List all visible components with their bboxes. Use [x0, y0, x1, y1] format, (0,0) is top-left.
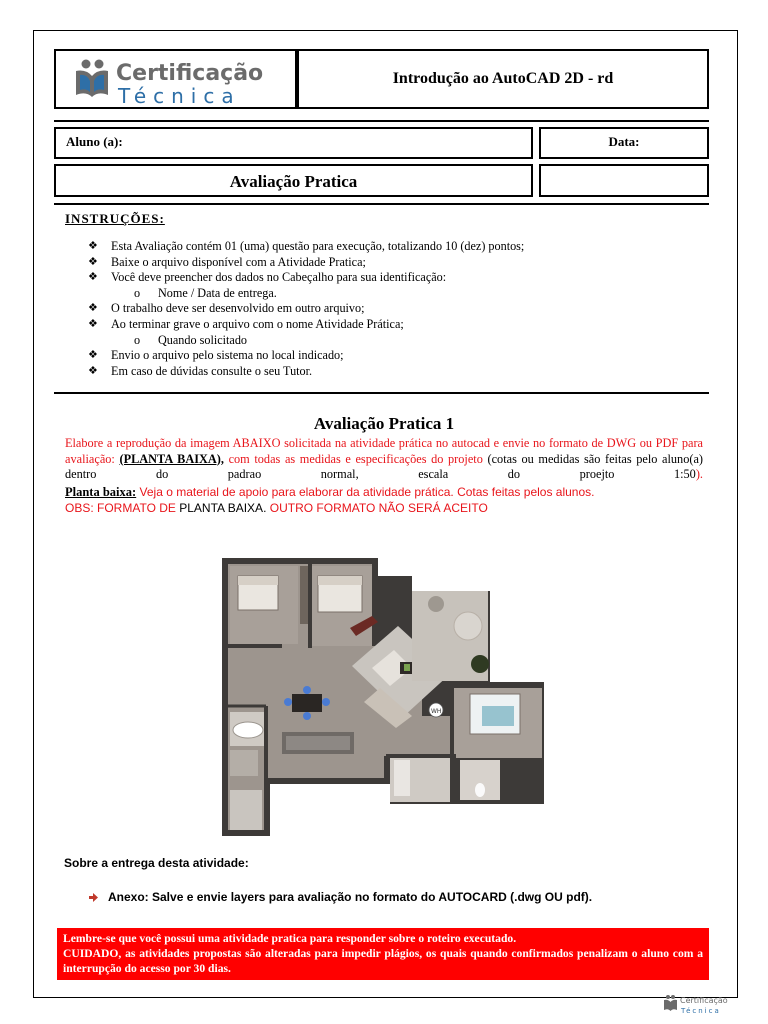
bathtub — [233, 722, 263, 738]
date-field[interactable] — [539, 127, 709, 159]
floor-plan-image — [222, 556, 550, 836]
dining-chair — [284, 698, 292, 706]
warning-line1: Lembre-se que você possui uma atividade pratica para responder sobre o roteiro executado. — [63, 932, 517, 945]
list-item: ❖ Envio o arquivo pelo sistema no local indicado; — [88, 348, 524, 364]
list-item: ❖ Baixe o arquivo disponível com a Atividade Pratica; — [88, 255, 524, 271]
planta-label: Planta baixa: — [65, 485, 137, 499]
planta-text: Veja o material de apoio para elaborar da atividade prática. Cotas feitas pelos alunos. — [139, 485, 595, 499]
divider — [54, 203, 709, 205]
plant — [404, 664, 410, 671]
dining-chair — [322, 698, 330, 706]
list-subitem: o Nome / Data de entrega. — [88, 286, 524, 302]
activity-text-red: com todas as medidas e especificações do projeto — [228, 451, 483, 466]
paren-open: ( — [487, 451, 492, 466]
people-book-icon — [76, 60, 108, 98]
delivery-heading: Sobre a entrega desta atividade: — [64, 856, 249, 870]
obs-text: PLANTA BAIXA. — [179, 501, 267, 515]
shower — [394, 760, 410, 796]
instructions-title: INSTRUÇÕES: — [65, 211, 165, 226]
student-label: Aluno (a): — [66, 134, 123, 149]
footer-logo — [662, 992, 734, 1016]
planta-note — [65, 485, 705, 500]
island-top — [286, 736, 350, 750]
instructions-list — [88, 239, 524, 379]
obs-text-red: OBS: FORMATO DE — [65, 501, 176, 515]
bed-2-pillows — [318, 576, 362, 585]
utility — [230, 750, 258, 776]
list-item: ❖ Você deve preencher dos dados no Cabeçalho para sua identificação: — [88, 270, 524, 286]
activity-text-black: cotas ou medidas são feitas pelo aluno(a) dentro do padrao normal, escala do proejto 1:50 — [65, 451, 704, 482]
warning-line2: CUIDADO, as atividades propostas são alteradas para impedir plágios, os quais quando confirmados penalizam o aluno com a interrupção do acesso por 30 dias. — [63, 947, 703, 975]
logo-line2: Técnica — [118, 84, 241, 107]
logo-line1: Certificação — [116, 61, 264, 86]
divider — [54, 120, 709, 122]
evaluation-title: Avaliação Pratica — [54, 164, 533, 197]
footer-logo-line1: Certificação — [680, 996, 728, 1005]
footer-logo-svg — [662, 992, 734, 1016]
entry — [230, 790, 262, 830]
list-item: ❖ Ao terminar grave o arquivo com o nome Atividade Prática; — [88, 317, 524, 333]
logo-box — [54, 49, 297, 109]
floor-plan-svg — [222, 556, 550, 836]
round-table — [454, 612, 482, 640]
dining-chair — [303, 712, 311, 720]
annex-text: Anexo: Salve e envie layers para avaliação no formato do AUTOCARD (.dwg OU pdf). — [108, 890, 593, 904]
divider — [54, 392, 709, 394]
list-subitem: o Quando solicitado — [88, 333, 524, 349]
student-name-field[interactable] — [54, 127, 533, 159]
planta-baixa-emphasis: (PLANTA BAIXA), — [119, 451, 224, 466]
dining-table — [292, 694, 322, 712]
date-label: Data: — [608, 134, 640, 149]
arrow-bullet-icon — [89, 893, 98, 902]
footer-logo-line2: Técnica — [681, 1007, 721, 1015]
obs-text-red: OUTRO FORMATO NÃO SERÁ ACEITO — [269, 501, 488, 515]
grade-field[interactable] — [539, 164, 709, 197]
plant-pot — [471, 655, 489, 673]
activity-title: Avaliação Pratica 1 — [313, 414, 455, 433]
toilet-2 — [475, 783, 485, 797]
dining-chair — [303, 686, 311, 694]
activity-text-red: Elabore a reprodução da imagem ABAIXO solicitada na atividade prática no autocad e envie no formato de DWG ou PDF para avaliação: — [65, 436, 703, 466]
certificacao-tecnica-logo — [56, 51, 295, 107]
bed-3-blanket — [482, 706, 514, 726]
water-heater-label: WH — [431, 708, 442, 715]
course-title: Introdução ao AutoCAD 2D - rd — [297, 49, 709, 109]
warning-band — [57, 928, 709, 980]
obs-note — [65, 501, 705, 515]
bed-1-pillows — [238, 576, 278, 585]
activity-description — [65, 436, 703, 483]
chair — [428, 596, 444, 612]
list-item: ❖ Em caso de dúvidas consulte o seu Tutor. — [88, 364, 524, 380]
delivery-annex — [89, 890, 592, 904]
paren-close: ). — [695, 467, 703, 482]
list-item: ❖ O trabalho deve ser desenvolvido em outro arquivo; — [88, 301, 524, 317]
list-item: ❖ Esta Avaliação contém 01 (uma) questão para execução, totalizando 10 (dez) pontos; — [88, 239, 524, 255]
